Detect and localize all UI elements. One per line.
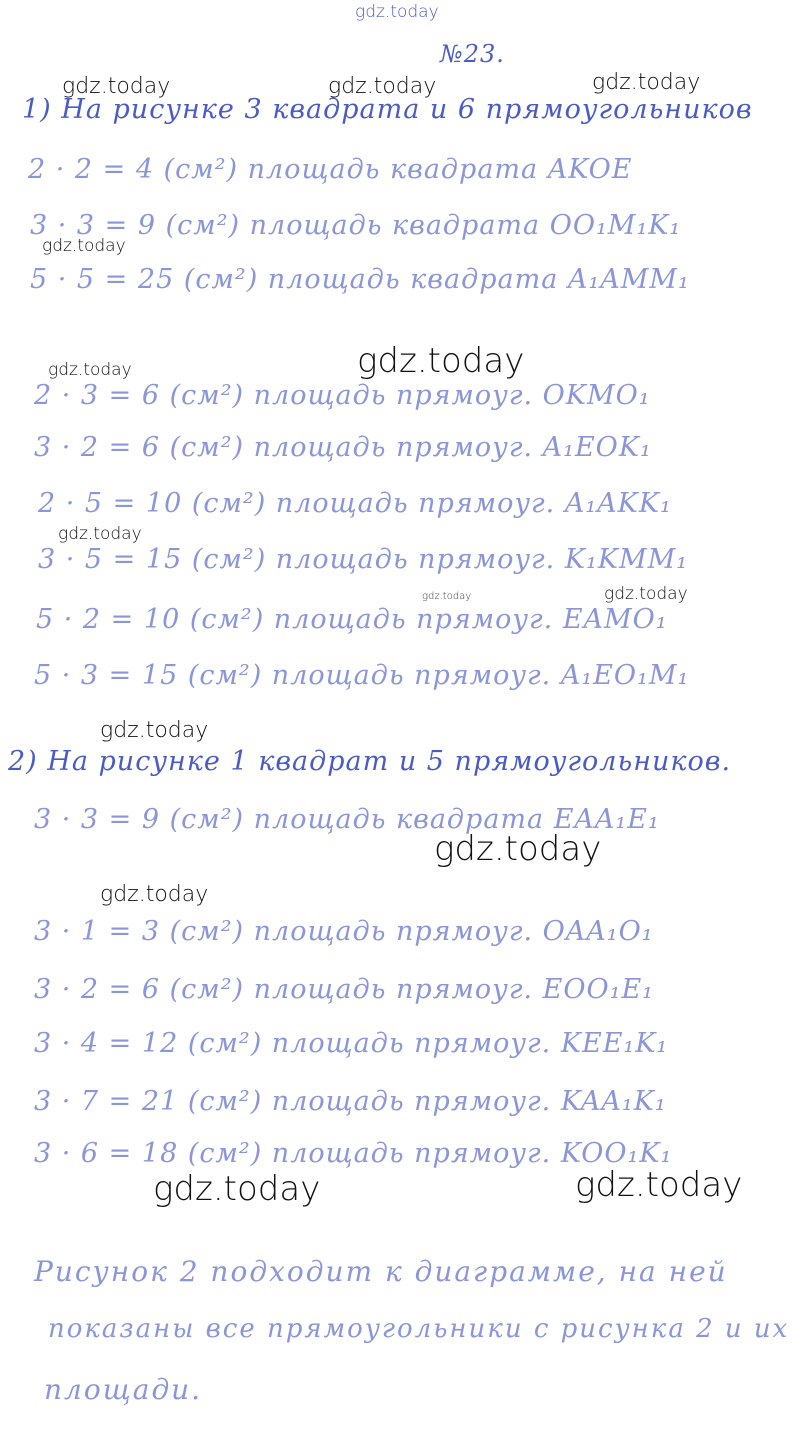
part1-square-line: 5 · 5 = 25 (см²) площадь квадрата A₁AMM₁ (30, 264, 690, 295)
watermark: gdz.today (422, 591, 472, 602)
watermark: gdz.today (100, 718, 209, 743)
watermark: gdz.today (328, 74, 437, 99)
part2-rect-line: 3 · 2 = 6 (см²) площадь прямоуг. EOO₁E₁ (34, 974, 654, 1005)
part1-title: 1) На рисунке 3 квадрата и 6 прямоугольников (22, 94, 753, 125)
conclusion-line: Рисунок 2 подходит к диаграмме, на ней (34, 1255, 728, 1288)
part1-rect-line: 2 · 5 = 10 (см²) площадь прямоуг. A₁AKK₁ (38, 488, 672, 519)
watermark: gdz.today (42, 236, 126, 256)
part1-rect-line: 3 · 2 = 6 (см²) площадь прямоуг. A₁EOK₁ (34, 432, 652, 463)
conclusion-line: показаны все прямоугольники с рисунка 2 и их (48, 1314, 790, 1344)
conclusion-line: площади. (44, 1373, 203, 1406)
part1-rect-line: 3 · 5 = 15 (см²) площадь прямоуг. K₁KMM₁ (38, 544, 689, 575)
part2-title: 2) На рисунке 1 квадрат и 5 прямоугольников. (8, 746, 732, 777)
watermark: gdz.today (153, 1169, 321, 1209)
problem-number: №23. (440, 40, 505, 68)
part2-rect-line: 3 · 6 = 18 (см²) площадь прямоуг. KOO₁K₁ (34, 1138, 673, 1169)
watermark: gdz.today (100, 882, 209, 907)
part1-rect-line: 5 · 3 = 15 (см²) площадь прямоуг. A₁EO₁M₁ (34, 660, 690, 691)
part1-square-line: 3 · 3 = 9 (см²) площадь квадрата OO₁M₁K₁ (30, 210, 682, 241)
watermark: gdz.today (62, 74, 171, 99)
part2-rect-line: 3 · 1 = 3 (см²) площадь прямоуг. OAA₁O₁ (34, 916, 654, 947)
part2-rect-line: 3 · 7 = 21 (см²) площадь прямоуг. KAA₁K₁ (34, 1086, 667, 1117)
part1-rect-line: 5 · 2 = 10 (см²) площадь прямоуг. EAMO₁ (36, 604, 668, 635)
watermark: gdz.today (592, 70, 701, 95)
watermark: gdz.today (434, 829, 602, 869)
watermark: gdz.today (604, 584, 688, 604)
watermark: gdz.today (357, 341, 525, 381)
part2-rect-line: 3 · 4 = 12 (см²) площадь прямоуг. KEE₁K₁ (34, 1028, 669, 1059)
watermark: gdz.today (58, 524, 142, 544)
part1-rect-line: 2 · 3 = 6 (см²) площадь прямоуг. OKMO₁ (34, 380, 651, 411)
part2-square-line: 3 · 3 = 9 (см²) площадь квадрата EAA₁E₁ (34, 804, 660, 835)
part1-square-line: 2 · 2 = 4 (см²) площадь квадрата AKOE (28, 154, 633, 185)
watermark: gdz.today (355, 2, 439, 22)
watermark: gdz.today (48, 360, 132, 380)
watermark: gdz.today (575, 1165, 743, 1205)
